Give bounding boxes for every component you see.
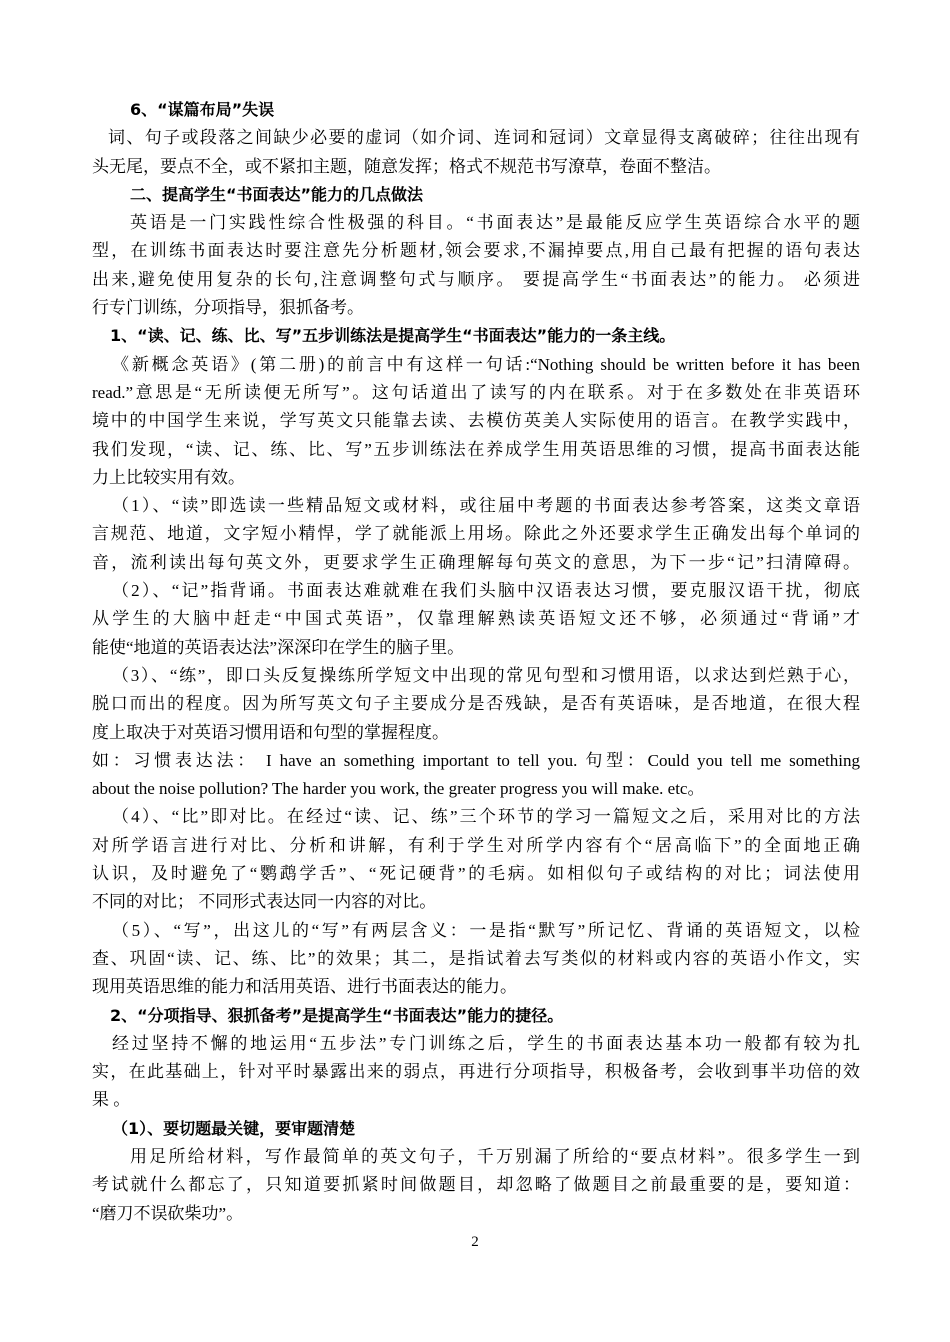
paragraph-line: “磨刀不误砍柴功”。: [92, 1203, 244, 1223]
paragraph-line: 词、句子或段落之间缺少必要的虚词（如介词、连词和冠词）文章显得支离破碎；往往出现有: [108, 128, 860, 148]
paragraph-line: 我们发现，“读、记、练、比、写”五步训练法在养成学生用英语思维的习惯，提高书面表达能: [92, 439, 860, 459]
paragraph-line: 认识，及时避免了“鹦鹉学舌”、“死记硬背”的毛病。如相似句子或结构的对比；词法使用: [92, 864, 860, 884]
paragraph-line: 度上取决于对英语习惯用语和句型的掌握程度。: [92, 722, 449, 742]
paragraph-line: 能使“地道的英语表达法”深深印在学生的脑子里。: [92, 637, 465, 657]
paragraph-line: 对所学语言进行对比、分析和讲解，有利于学生对所学内容有个“居高临下”的全面地正确: [92, 835, 860, 855]
paragraph-line: 《新概念英语》(第二册)的前言中有这样一句话:“Nothing should be written before it has been: [112, 354, 860, 374]
paragraph-line: 型，在训练书面表达时要注意先分析题材,领会要求,不漏掉要点,用自己最有把握的语句表达: [92, 241, 860, 261]
paragraph-line: 如：习惯表达法： I have an something important to tell you. 句型：Could you tell me something: [92, 750, 860, 770]
paragraph-line: 查、巩固“读、记、练、比”的效果；其二，是指试着去写类似的材料或内容的英语小作文，实: [92, 948, 860, 968]
subsection-heading-2: 2、“分项指导、狠抓备考”是提高学生“书面表达”能力的捷径。: [110, 1005, 564, 1025]
paragraph-line: 头无尾，要点不全，或不紧扣主题，随意发挥；格式不规范书写潦草，卷面不整洁。: [92, 156, 721, 176]
paragraph-line: 言规范、地道，文字短小精悍，学了就能派上用场。除此之外还要求学生正确发出每个单词的: [92, 524, 860, 544]
paragraph-line: （3）、“练”，即口头反复操练所学短文中出现的常见句型和习惯用语，以求达到烂熟于心，: [112, 665, 860, 685]
paragraph-line: （1）、“读”即选读一些精品短文或材料，或往届中考题的书面表达参考答案，这类文章语: [112, 496, 860, 516]
paragraph-line: 考试就什么都忘了，只知道要抓紧时间做题目，却忽略了做题目之前最重要的是，要知道：: [92, 1175, 860, 1195]
paragraph-line: 实，在此基础上，针对平时暴露出来的弱点，再进行分项指导，积极备考，会收到事半功倍的效: [92, 1062, 860, 1082]
paragraph-line: 音，流利读出每句英文外，更要求学生正确理解每句英文的意思，为下一步“记”扫清障碍。: [92, 552, 860, 572]
paragraph-line: 用足所给材料，写作最简单的英文句子，千万别漏了所给的“要点材料”。很多学生一到: [130, 1146, 860, 1166]
paragraph-line: 果 。: [92, 1090, 131, 1110]
paragraph-line: （2）、“记”指背诵。书面表达难就难在我们头脑中汉语表达习惯，要克服汉语干扰，彻底: [112, 581, 860, 601]
subsection-heading-1: 1、“读、记、练、比、写”五步训练法是提高学生“书面表达”能力的一条主线。: [110, 326, 676, 346]
section-heading-2: 二、提高学生“书面表达”能力的几点做法: [130, 184, 424, 204]
page-number: 2: [471, 1234, 479, 1250]
paragraph-line: 经过坚持不懈的地运用“五步法”专门训练之后，学生的书面表达基本功一般都有较为扎: [112, 1033, 860, 1053]
paragraph-line: 境中的中国学生来说，学写英文只能靠去读、去模仿英美人实际使用的语言。在教学实践中，: [92, 411, 860, 431]
paragraph-line: 从学生的大脑中赶走“中国式英语”，仅靠理解熟读英语短文还不够，必须通过“背诵”才: [92, 609, 860, 629]
paragraph-line: 行专门训练，分项指导，狠抓备考。: [92, 298, 364, 318]
paragraph-line: about the noise pollution? The harder you work, the greater progress you will make. etc。: [92, 779, 705, 799]
paragraph-line: （5）、“写”，出这儿的“写”有两层含义：一是指“默写”所记忆、背诵的英语短文，以检: [112, 920, 860, 940]
paragraph-line: （4）、“比”即对比。在经过“读、记、练”三个环节的学习一篇短文之后，采用对比的方法: [112, 807, 860, 827]
paragraph-line: 不同的对比； 不同形式表达同一内容的对比。: [92, 892, 437, 912]
paragraph-line: 力上比较实用有效。: [92, 467, 245, 487]
paragraph-line: 英语是一门实践性综合性极强的科目。“书面表达”是最能反应学生英语综合水平的题: [130, 213, 860, 233]
paragraph-line: 脱口而出的程度。因为所写英文句子主要成分是否残缺，是否有英语味，是否地道，在很大程: [92, 694, 860, 714]
item-heading-1: （1）、要切题最关键，要审题清楚: [112, 1118, 356, 1138]
page-body: [92, 96, 860, 1228]
section-heading-6: 6、“谋篇布局”失误: [130, 100, 275, 119]
paragraph-line: 出来,避免使用复杂的长句,注意调整句式与顺序。 要提高学生“书面表达”的能力。 必须进: [92, 269, 860, 289]
paragraph-line: 现用英语思维的能力和活用英语、进行书面表达的能力。: [92, 977, 517, 997]
paragraph-line: read.”意思是“无所读便无所写”。这句话道出了读写的内在联系。对于在多数处在非英语环: [92, 382, 860, 402]
